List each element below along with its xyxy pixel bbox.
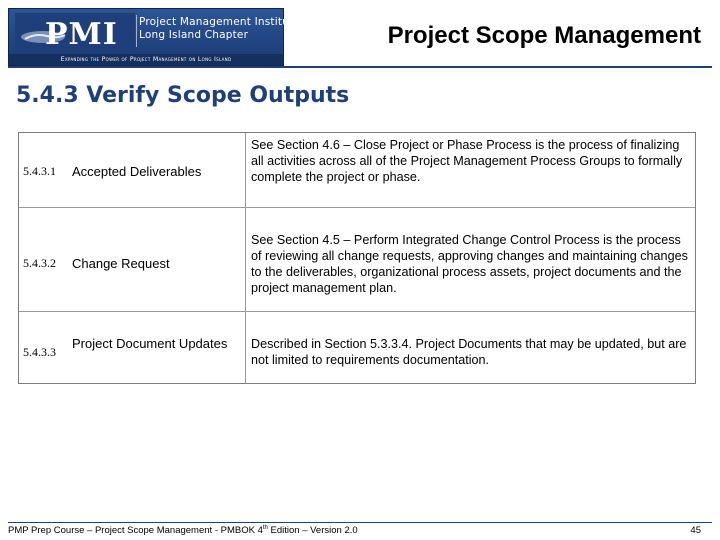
footer-superscript: th xyxy=(262,525,268,531)
pmi-chapter-logo xyxy=(8,8,300,66)
row-name: Accepted Deliverables xyxy=(72,164,202,179)
page-number: 45 xyxy=(690,525,701,536)
footer-text-main: PMP Prep Course – Project Scope Management - PMBOK 4 xyxy=(8,525,263,537)
outputs-table xyxy=(18,132,696,384)
row-number: 5.4.3.1 xyxy=(23,164,56,178)
logo-org-name xyxy=(139,16,300,42)
pmi-logo-mark xyxy=(15,13,135,51)
row-number: 5.4.3.3 xyxy=(23,345,56,359)
logo-divider xyxy=(136,15,137,47)
row-number: 5.4.3.2 xyxy=(23,256,56,270)
slide-title: 5.4.3 Verify Scope Outputs xyxy=(16,83,350,108)
row-description: See Section 4.5 – Perform Integrated Change Control Process is the process of reviewing all change requests, approving changes and maintaining changes to the deliverables, organizational process assets, project documents and the project management plan. xyxy=(251,233,688,295)
row-name: Change Request xyxy=(72,256,170,271)
logo-org-line1: Project Management Institute xyxy=(139,16,300,28)
header-title: Project Scope Management xyxy=(387,22,701,49)
logo-banner xyxy=(9,9,300,54)
table-row xyxy=(19,312,695,383)
footer-text-edition: Edition – Version 2.0 xyxy=(267,525,358,537)
logo-org-line2: Long Island Chapter xyxy=(139,29,249,41)
row-description: Described in Section 5.3.3.4. Project Documents that may be updated, but are not limited to requirements documentation. xyxy=(251,337,687,367)
row-description: See Section 4.6 – Close Project or Phase Process is the process of finalizing all activities across all of the Project Management Process Groups to formally complete the project or phase. xyxy=(251,138,683,184)
footer-divider xyxy=(8,522,712,523)
logo-tagline: Expanding the Power of Project Management on Long Island xyxy=(9,54,283,65)
footer-course-info xyxy=(8,525,358,536)
row-name: Project Document Updates xyxy=(72,336,228,351)
slide-header xyxy=(0,0,720,68)
header-divider xyxy=(8,66,712,68)
table-row xyxy=(19,133,695,207)
logo-mark-text: PMI xyxy=(45,17,118,51)
table-row xyxy=(19,208,695,311)
